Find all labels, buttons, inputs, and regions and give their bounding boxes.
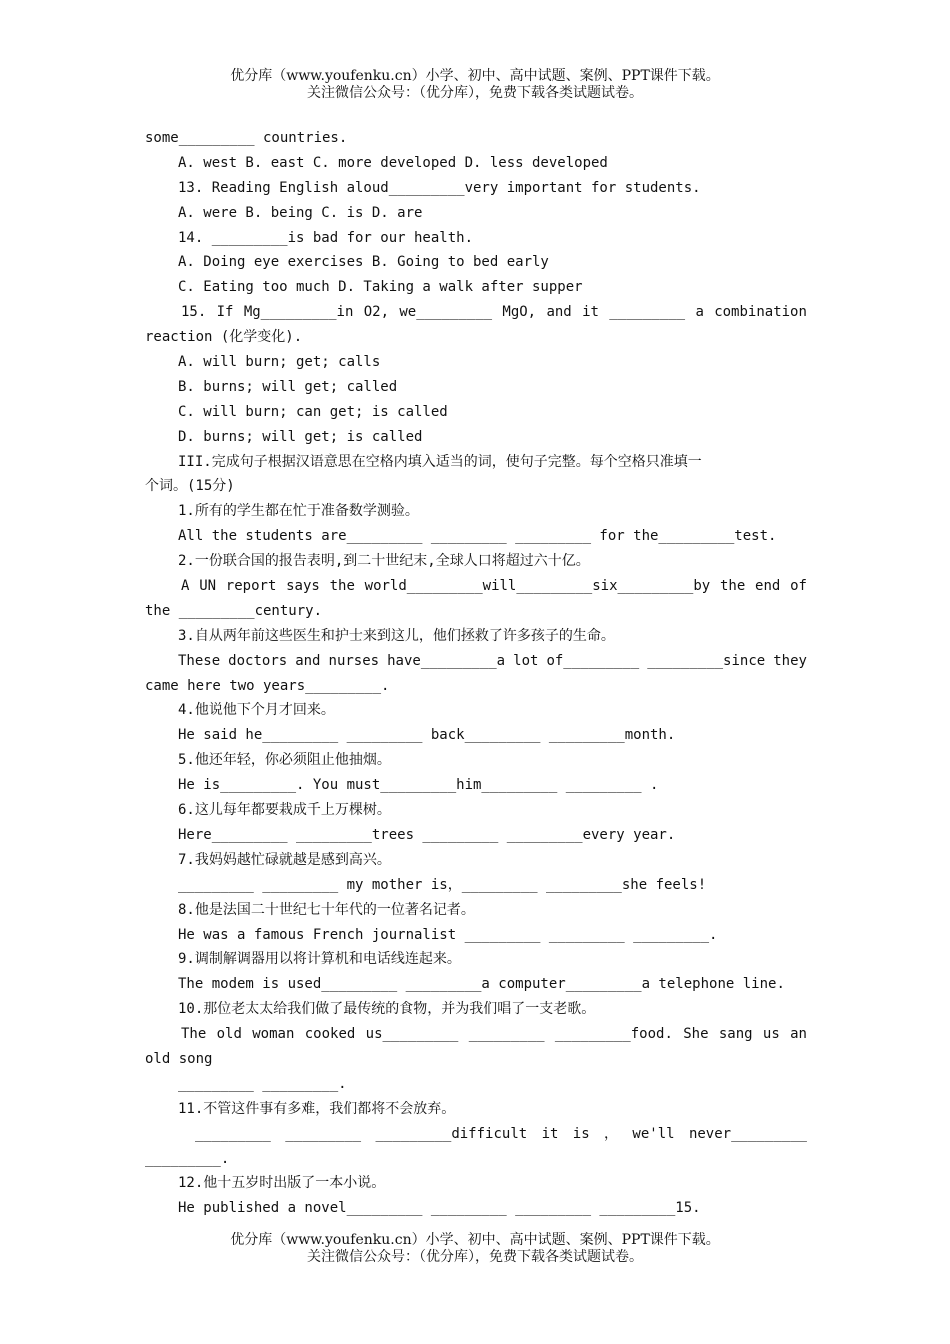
word: _________ <box>195 1125 271 1142</box>
word: it <box>541 1125 559 1142</box>
sentence-3-english <box>145 649 807 674</box>
sentence-2-english <box>145 574 807 599</box>
question-15-option-a: A. will burn; get; calls <box>178 354 381 371</box>
word: These <box>178 652 221 669</box>
word: ， <box>604 1125 619 1142</box>
word: says <box>286 578 320 595</box>
question-14: 14. _________is bad for our health. <box>178 229 474 246</box>
word: O2, <box>363 304 390 321</box>
word: MgO, <box>502 304 537 321</box>
question-13: 13. Reading English aloud_________very important for students. <box>178 179 701 196</box>
word: nurses <box>328 652 380 669</box>
word: the <box>719 578 746 595</box>
word: combination <box>714 304 807 321</box>
sentence-10-english-blanks: _________ _________. <box>178 1075 347 1092</box>
sentence-10-english <box>145 1022 807 1047</box>
sentence-7-chinese: 7.我妈妈越忙碌就越是感到高兴。 <box>178 851 391 868</box>
sentence-9-chinese: 9.调制解调器用以将计算机和电话线连起来。 <box>178 951 461 968</box>
footer-line-2: 关注微信公众号：（优分库），免费下载各类试题试卷。 <box>307 1249 643 1265</box>
word: us_________ <box>365 1026 459 1043</box>
question-14-options-ab: A. Doing eye exercises B. Going to bed early <box>178 254 549 271</box>
sentence-8-chinese: 8.他是法国二十世纪七十年代的一位著名记者。 <box>178 901 475 918</box>
sentence-11-english <box>145 1122 807 1147</box>
section-iii-heading-continued: 个词。(15分) <box>145 478 235 495</box>
word: _________food. <box>554 1026 673 1043</box>
sentence-12-english: He published a novel_________ _________ _________ _________15. <box>178 1200 701 1217</box>
sentence-10-chinese: 10.那位老太太给我们做了最传统的食物，并为我们唱了一支老歌。 <box>178 1001 596 1018</box>
question-15-option-d: D. burns; will get; is called <box>178 428 423 445</box>
word: we_________ <box>399 304 493 321</box>
word: world_________will_________six_________by <box>364 578 711 595</box>
word: If <box>216 304 234 321</box>
question-14-options-cd: C. Eating too much D. Taking a walk after supper <box>178 279 583 296</box>
word: of_________ <box>546 652 640 669</box>
word: _________ <box>285 1125 362 1142</box>
sentence-9-english: The modem is used_________ _________a computer_________a telephone line. <box>178 976 785 993</box>
word: us <box>762 1026 780 1043</box>
header-line-1: 优分库（www.youfenku.cn）小学、初中、高中试题、案例、PPT课件下载。 <box>230 68 720 84</box>
page-header <box>0 68 950 102</box>
word: The <box>181 1026 207 1043</box>
word: _________since <box>647 652 766 669</box>
question-15-continued: reaction (化学变化). <box>145 329 303 346</box>
word: it <box>582 304 599 321</box>
word: and <box>295 652 321 669</box>
word: doctors <box>228 652 288 669</box>
sentence-12-chinese: 12.他十五岁时出版了一本小说。 <box>178 1175 386 1192</box>
sentence-11-chinese: 11.不管这件事有多难，我们都将不会放弃。 <box>178 1100 456 1117</box>
word: the <box>329 578 355 595</box>
word: a <box>695 304 704 321</box>
word: is <box>572 1125 590 1142</box>
page-footer <box>0 1232 950 1266</box>
word: _________difficult <box>375 1125 528 1142</box>
word: and <box>546 304 572 321</box>
word: report <box>225 578 277 595</box>
sentence-1-chinese: 1.所有的学生都在忙于准备数学测验。 <box>178 503 419 520</box>
document-body <box>145 126 807 1221</box>
question-15-option-b: B. burns; will get; called <box>178 378 398 395</box>
word: have_________a <box>387 652 506 669</box>
question-15 <box>145 300 807 325</box>
sentence-6-english: Here_________ _________trees _________ _________every year. <box>178 826 676 843</box>
word: cooked <box>304 1026 356 1043</box>
sentence-2-english-continued: the _________century. <box>145 602 323 619</box>
word: sang <box>718 1026 753 1043</box>
word: end <box>755 578 781 595</box>
word: old <box>216 1026 242 1043</box>
word: we'll <box>632 1125 675 1142</box>
sentence-3-chinese: 3.自从两年前这些医生和护士来到这儿，他们拯救了许多孩子的生命。 <box>178 627 615 644</box>
sentence-6-chinese: 6.这儿每年都要栽成千上万棵树。 <box>178 802 391 819</box>
word: never_________ <box>688 1125 807 1142</box>
word: A <box>181 578 190 595</box>
word: an <box>790 1026 807 1043</box>
sentence-3-english-continued: came here two years_________. <box>145 677 390 694</box>
word: She <box>683 1026 709 1043</box>
word: lot <box>513 652 539 669</box>
word: they <box>773 652 807 669</box>
sentence-4-chinese: 4.他说他下个月才回来。 <box>178 702 335 719</box>
sentence-5-chinese: 5.他还年轻，你必须阻止他抽烟。 <box>178 752 391 769</box>
word: woman <box>252 1026 295 1043</box>
sentence-10-english-continued: old song <box>145 1050 213 1067</box>
question-13-options: A. were B. being C. is D. are <box>178 204 423 221</box>
sentence-4-english: He said he_________ _________ back_________ _________month. <box>178 727 676 744</box>
word: UN <box>199 578 217 595</box>
question-12-options: A. west B. east C. more developed D. less developed <box>178 154 608 171</box>
question-15-option-c: C. will burn; can get; is called <box>178 403 448 420</box>
sentence-11-english-continued: _________. <box>145 1150 230 1167</box>
word: _________ <box>609 304 686 321</box>
footer-line-1: 优分库（www.youfenku.cn）小学、初中、高中试题、案例、PPT课件下载。 <box>230 1232 720 1248</box>
sentence-2-chinese: 2.一份联合国的报告表明,到二十世纪末,全球人口将超过六十亿。 <box>178 553 590 570</box>
sentence-7-english: _________ _________ my mother is，_________ _________she feels! <box>178 876 707 893</box>
sentence-8-english: He was a famous French journalist _________ _________ _________. <box>178 926 718 943</box>
question-12-continued: some_________ countries. <box>145 130 348 146</box>
sentence-5-english: He is_________. You must_________him_________ _________ . <box>178 777 659 794</box>
sentence-1-english: All the students are_________ _________ _________ for the_________test. <box>178 528 777 545</box>
word: 15. <box>181 304 207 321</box>
word: of <box>790 578 807 595</box>
header-line-2: 关注微信公众号：（优分库），免费下载各类试题试卷。 <box>307 85 643 101</box>
word: _________ <box>468 1026 545 1043</box>
section-iii-heading: III.完成句子根据汉语意思在空格内填入适当的词，使句子完整。每个空格只准填一 <box>178 453 702 470</box>
word: Mg_________in <box>243 304 354 321</box>
